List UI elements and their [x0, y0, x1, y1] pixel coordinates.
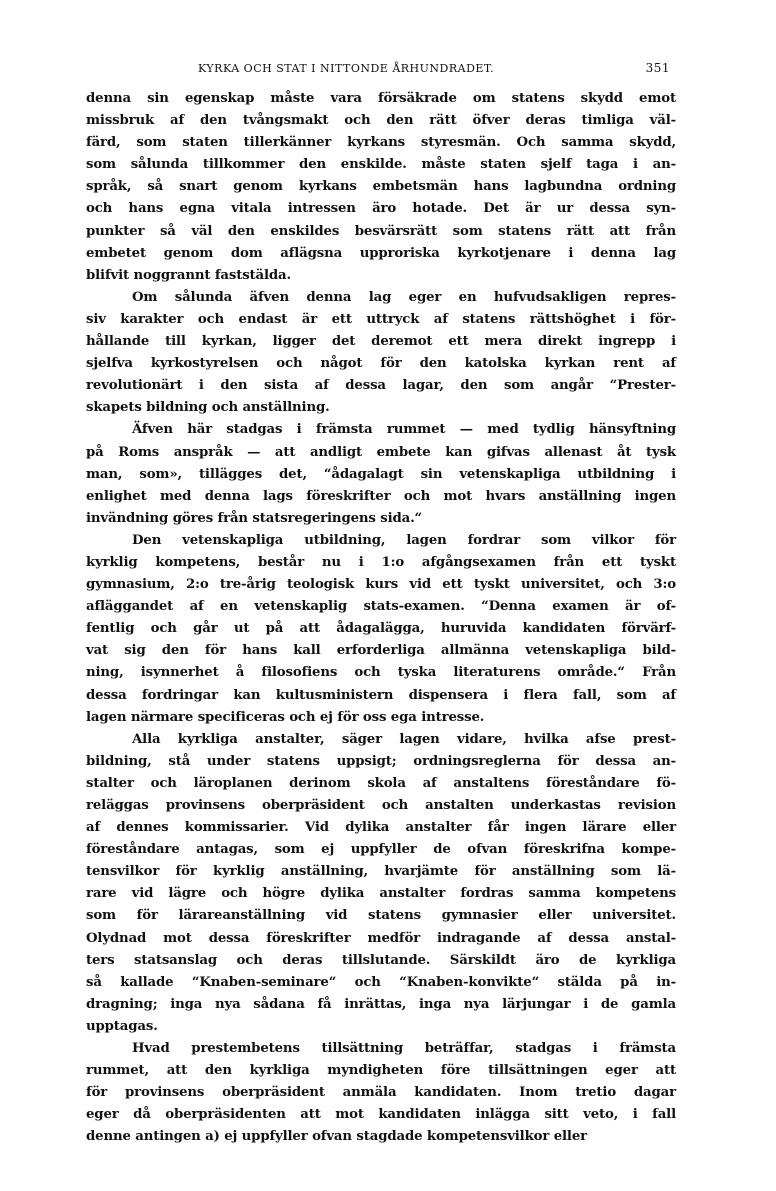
- text-line: fentlig och går ut på att ådagalägga, huruvida kandidaten förvärf-: [86, 621, 676, 637]
- text-line: eger då oberpräsidenten att mot kandidaten inlägga sitt veto, i fall: [86, 1107, 676, 1123]
- text-line: som sålunda tillkommer den enskilde. måste staten sjelf taga i an-: [86, 157, 676, 173]
- text-line: hållande till kyrkan, ligger det deremot ett mera direkt ingrepp i: [86, 334, 676, 350]
- text-line: Den vetenskapliga utbildning, lagen fordrar som vilkor för: [132, 532, 676, 548]
- text-line: kyrklig kompetens, består nu i 1:o afgångsexamen från ett tyskt: [86, 554, 676, 570]
- text-line: revolutionärt i den sista af dessa lagar, den som angår “Prester-: [86, 378, 676, 394]
- text-line: embetet genom dom aflägsna upproriska kyrkotjenare i denna lag: [86, 245, 676, 261]
- text-line: enlighet med denna lags föreskrifter och mot hvars anställning ingen: [86, 488, 676, 504]
- text-line: språk, så snart genom kyrkans embetsmän hans lagbundna ordning: [86, 179, 676, 195]
- running-title: KYRKA OCH STAT I NITTONDE ÅRHUNDRADET.: [198, 62, 495, 75]
- text-line: som för lärareanställning vid statens gymnasier eller universitet.: [86, 908, 676, 924]
- paragraph: [86, 287, 676, 420]
- text-line: siv karakter och endast är ett uttryck af statens rättshöghet i för-: [86, 311, 676, 327]
- text-line: denna sin egenskap måste vara försäkrade om statens skydd emot: [86, 91, 676, 106]
- text-line: missbruk af den tvångsmakt och den rätt öfver deras timliga väl-: [86, 113, 676, 129]
- text-line: föreståndare antagas, som ej uppfyller de ofvan föreskrifna kompe-: [86, 842, 676, 858]
- text-line: ning, isynnerhet å filosofiens och tyska literaturens område.“ Från: [86, 665, 676, 681]
- text-line: bildning, stå under statens uppsigt; ordningsreglerna för dessa an-: [86, 753, 676, 769]
- text-line: Olydnad mot dessa föreskrifter medför indragande af dessa anstal-: [86, 930, 676, 946]
- text-line: på Roms anspråk — att andligt embete kan gifvas allenast åt tysk: [86, 444, 676, 460]
- text-line: gymnasium, 2:o tre-årig teologisk kurs vid ett tyskt universitet, och 3:o: [86, 577, 676, 593]
- paragraph: [86, 88, 676, 287]
- text-line: denne antingen a) ej uppfyller ofvan stagdade kompetensvilkor eller: [86, 1129, 587, 1145]
- text-line: reläggas provinsens oberpräsident och anstalten underkastas revision: [86, 798, 676, 813]
- text-line: så kallade “Knaben-seminare“ och “Knaben-konvikte“ stälda på in-: [86, 974, 676, 990]
- text-line: vat sig den för hans kall erforderliga allmänna vetenskapliga bild-: [86, 643, 676, 659]
- text-line: skapets bildning och anställning.: [86, 400, 330, 416]
- paragraph: [86, 1038, 676, 1148]
- text-line: sjelfva kyrkostyrelsen och något för den katolska kyrkan rent af: [86, 356, 676, 372]
- text-line: lagen närmare specificeras och ej för oss ega intresse.: [86, 709, 485, 725]
- text-line: afläggandet af en vetenskaplig stats-examen. “Denna examen är of-: [86, 599, 676, 615]
- paragraph: [86, 419, 676, 529]
- text-line: rummet, att den kyrkliga myndigheten före tillsättningen eger att: [86, 1063, 676, 1079]
- text-line: invändning göres från statsregeringens sida.“: [86, 510, 423, 526]
- text-line: för provinsens oberpräsident anmäla kandidaten. Inom tretio dagar: [86, 1085, 676, 1101]
- text-line: och hans egna vitala intressen äro hotade. Det är ur dessa syn-: [86, 201, 676, 217]
- text-line: färd, som staten tillerkänner kyrkans styresmän. Och samma skydd,: [86, 135, 676, 151]
- text-line: Om sålunda äfven denna lag eger en hufvudsakligen repres-: [132, 289, 676, 305]
- text-line: stalter och läroplanen derinom skola af anstaltens föreståndare fö-: [86, 775, 676, 791]
- running-header: [86, 58, 676, 88]
- text-line: upptagas.: [86, 1018, 158, 1034]
- text-line: ters statsanslag och deras tillslutande. Särskildt äro de kyrkliga: [86, 952, 676, 968]
- paragraph: [86, 729, 676, 1038]
- paragraph: [86, 530, 676, 729]
- text-line: dessa fordringar kan kultusministern dispensera i flera fall, som af: [86, 687, 676, 703]
- text-line: Hvad prestembetens tillsättning beträffar, stadgas i främsta: [132, 1041, 676, 1057]
- text-line: dragning; inga nya sådana få inrättas, inga nya lärjungar i de gamla: [86, 996, 676, 1012]
- page-number: 351: [645, 61, 670, 75]
- text-line: Alla kyrkliga anstalter, säger lagen vidare, hvilka afse prest-: [132, 731, 676, 747]
- text-line: Äfven här stadgas i främsta rummet — med tydlig hänsyftning: [132, 422, 676, 438]
- text-line: af dennes kommissarier. Vid dylika anstalter får ingen lärare eller: [86, 820, 676, 836]
- text-line: rare vid lägre och högre dylika anstalter fordras samma kompetens: [86, 886, 676, 902]
- text-line: blifvit noggrannt faststälda.: [86, 267, 291, 283]
- text-line: punkter så väl den enskildes besvärsrätt som statens rätt att från: [86, 223, 676, 239]
- body-text: [86, 88, 676, 1149]
- text-line: man, som», tillägges det, “ådagalagt sin vetenskapliga utbildning i: [86, 466, 676, 482]
- book-page: [86, 58, 676, 1149]
- text-line: tensvilkor för kyrklig anställning, hvarjämte för anställning som lä-: [86, 864, 676, 880]
